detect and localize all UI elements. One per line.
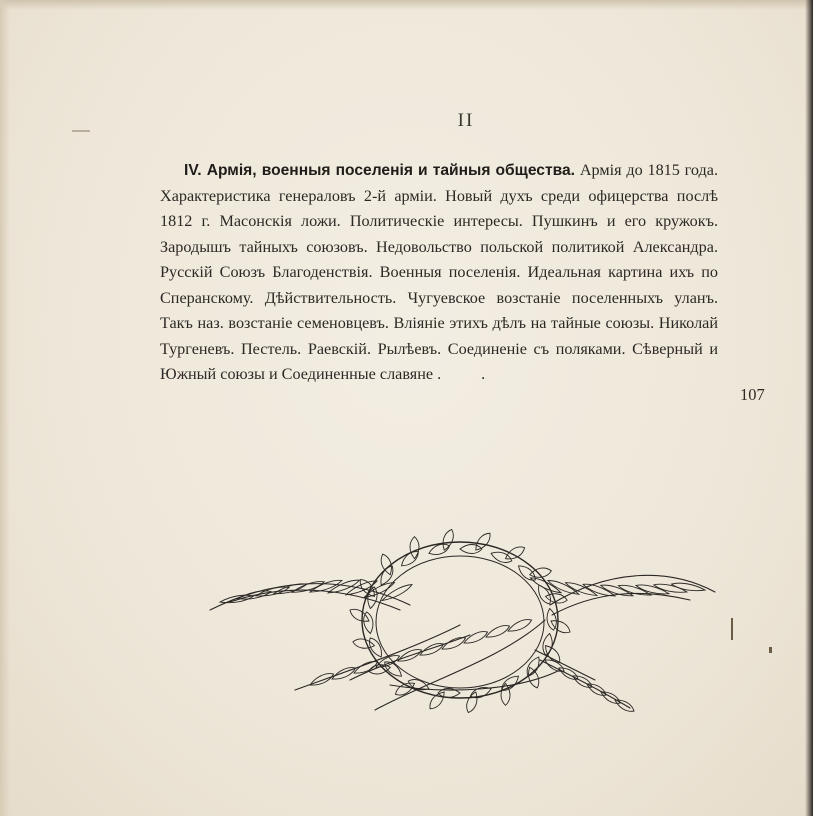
wreath-leaf bbox=[545, 592, 568, 605]
wreath-leaf bbox=[524, 655, 543, 679]
wreath-leaf bbox=[484, 623, 511, 641]
page-edge-top bbox=[0, 0, 813, 10]
wreath-leaf bbox=[427, 689, 448, 712]
wreath-leaf bbox=[418, 641, 445, 659]
wreath-leaf bbox=[541, 633, 554, 656]
wreath-leaf bbox=[549, 617, 573, 636]
toc-entry bbox=[160, 158, 718, 388]
wreath-leaf bbox=[525, 666, 541, 690]
wreath-leaf bbox=[582, 582, 616, 599]
wreath-leaf bbox=[506, 617, 533, 635]
laurel-wreath-icon bbox=[200, 510, 725, 755]
wreath-leaf bbox=[599, 689, 622, 706]
wreath-leaf bbox=[291, 579, 325, 595]
leader-dots: .. bbox=[437, 365, 526, 383]
wreath-leaf bbox=[348, 606, 372, 625]
wreath-leaf bbox=[462, 629, 489, 647]
wreath-leaf bbox=[330, 665, 357, 683]
wreath-leaf bbox=[472, 530, 493, 553]
wreath-leaf bbox=[352, 637, 375, 650]
wreath-leaf bbox=[545, 608, 558, 631]
paper-speck bbox=[731, 618, 733, 640]
chapter-heading: IV. Армія, военныя поселенія и тайныя общества. bbox=[184, 162, 575, 179]
wreath-leaf bbox=[273, 581, 307, 596]
wreath-leaf bbox=[362, 611, 375, 634]
wreath-leaf bbox=[381, 582, 414, 603]
entry-page-number: 107 bbox=[740, 385, 765, 404]
chapter-summary: Армія до 1815 года. Характеристика генераловъ 2-й арміи. Новый духъ среди офицерства послѣ 1812 г. Масонскія ложи. Политическіе интересы. Пушкинъ и его кружокъ. Зародышъ тайныхъ союзовъ. Недовольство польской политикой Александра. Русскій Союзъ Благоденствія. Военныя поселенія. Идеальная картина ихъ по Сперанскому. Дѣйствительность. Чугуевское возстаніе поселенныхъ уланъ. Такъ наз. возстаніе семеновцевъ. Вліяніе этихъ дѣлъ на тайные союзы. Николай Тургеневъ. Пестель. Раевскій. Рылѣевъ. Соединеніе съ поляками. Сѣверный и Южный союзы и Соединенные славяне bbox=[160, 161, 718, 383]
wreath-leaf bbox=[308, 671, 335, 689]
wreath-leaf bbox=[613, 697, 636, 714]
wreath-leaf bbox=[399, 548, 422, 569]
paper-speck bbox=[769, 647, 772, 653]
wreath-leaf bbox=[516, 562, 539, 583]
page-number: II bbox=[457, 110, 475, 131]
wreath-leaf bbox=[529, 575, 562, 595]
paper-speck bbox=[72, 130, 90, 132]
